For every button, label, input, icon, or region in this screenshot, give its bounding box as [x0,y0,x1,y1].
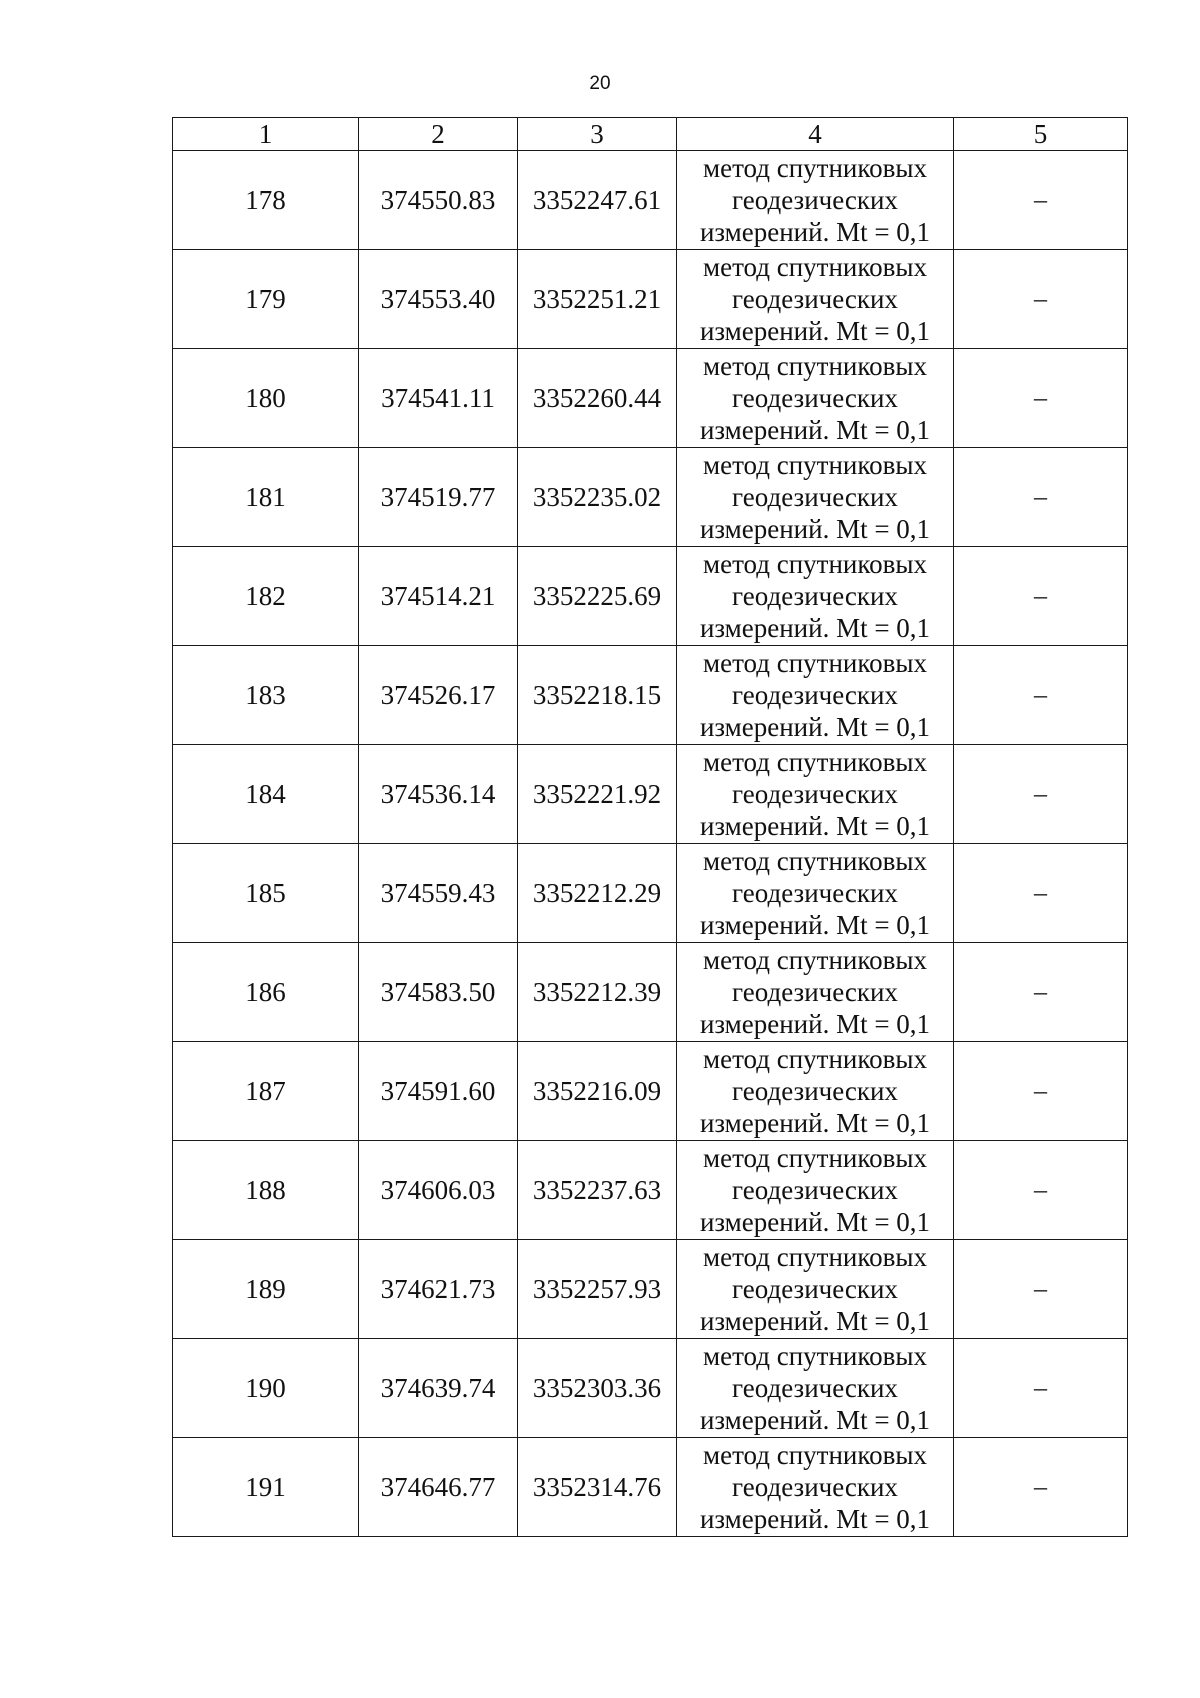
y-coordinate-cell: 3352247.61 [518,151,677,250]
x-coordinate-cell: 374639.74 [359,1339,518,1438]
x-coordinate-cell: 374536.14 [359,745,518,844]
y-coordinate-cell: 3352260.44 [518,349,677,448]
point-number-cell: 188 [173,1141,359,1240]
table-row [173,646,1128,745]
method-cell [677,745,954,844]
x-coordinate-cell: 374553.40 [359,250,518,349]
x-coordinate-cell: 374583.50 [359,943,518,1042]
y-coordinate-cell: 3352216.09 [518,1042,677,1141]
method-line: метод спутниковых [703,450,927,480]
method-line: измерений. Mt = 0,1 [699,811,931,841]
method-line: измерений. Mt = 0,1 [699,415,931,445]
column-header-5: 5 [954,118,1128,151]
column-header-2: 2 [359,118,518,151]
method-cell [677,349,954,448]
method-line: геодезических [732,1274,898,1304]
x-coordinate-cell: 374646.77 [359,1438,518,1537]
table-row [173,1339,1128,1438]
point-number-cell: 185 [173,844,359,943]
method-line: метод спутниковых [703,747,927,777]
y-coordinate-cell: 3352237.63 [518,1141,677,1240]
method-line: геодезических [732,680,898,710]
page-number: 20 [589,73,611,94]
note-cell: – [954,943,1128,1042]
x-coordinate-cell: 374550.83 [359,151,518,250]
note-cell: – [954,250,1128,349]
method-cell [677,1339,954,1438]
method-line: метод спутниковых [703,1440,927,1470]
method-cell [677,943,954,1042]
note-cell: – [954,1042,1128,1141]
point-number-cell: 190 [173,1339,359,1438]
method-line: метод спутниковых [703,1143,927,1173]
point-number-cell: 182 [173,547,359,646]
table-row [173,844,1128,943]
point-number-cell: 189 [173,1240,359,1339]
x-coordinate-cell: 374514.21 [359,547,518,646]
point-number-cell: 191 [173,1438,359,1537]
point-number-cell: 181 [173,448,359,547]
method-cell [677,1042,954,1141]
method-line: измерений. Mt = 0,1 [699,217,931,247]
table-row [173,448,1128,547]
method-line: геодезических [732,1373,898,1403]
method-cell [677,547,954,646]
table-row [173,1042,1128,1141]
method-line: метод спутниковых [703,1242,927,1272]
method-line: геодезических [732,1175,898,1205]
method-line: измерений. Mt = 0,1 [699,1306,931,1336]
note-cell: – [954,646,1128,745]
x-coordinate-cell: 374519.77 [359,448,518,547]
header-row [173,118,1128,151]
note-cell: – [954,844,1128,943]
note-cell: – [954,448,1128,547]
y-coordinate-cell: 3352212.29 [518,844,677,943]
method-line: метод спутниковых [703,846,927,876]
table-row [173,547,1128,646]
method-line: геодезических [732,779,898,809]
y-coordinate-cell: 3352314.76 [518,1438,677,1537]
coordinates-table [172,117,1128,1537]
method-cell [677,151,954,250]
point-number-cell: 186 [173,943,359,1042]
point-number-cell: 183 [173,646,359,745]
method-line: метод спутниковых [703,945,927,975]
method-cell [677,646,954,745]
method-line: метод спутниковых [703,153,927,183]
method-line: измерений. Mt = 0,1 [699,910,931,940]
table-row [173,1141,1128,1240]
column-header-1: 1 [173,118,359,151]
note-cell: – [954,1339,1128,1438]
method-cell [677,844,954,943]
x-coordinate-cell: 374559.43 [359,844,518,943]
method-line: геодезических [732,878,898,908]
table-row [173,349,1128,448]
y-coordinate-cell: 3352221.92 [518,745,677,844]
table-body [173,151,1128,1537]
table-header [173,118,1128,151]
column-header-3: 3 [518,118,677,151]
method-line: измерений. Mt = 0,1 [699,1207,931,1237]
y-coordinate-cell: 3352212.39 [518,943,677,1042]
method-cell [677,1240,954,1339]
x-coordinate-cell: 374591.60 [359,1042,518,1141]
table-row [173,250,1128,349]
table-row [173,745,1128,844]
method-line: измерений. Mt = 0,1 [699,613,931,643]
note-cell: – [954,1141,1128,1240]
y-coordinate-cell: 3352235.02 [518,448,677,547]
note-cell: – [954,349,1128,448]
x-coordinate-cell: 374606.03 [359,1141,518,1240]
method-line: измерений. Mt = 0,1 [699,316,931,346]
method-line: геодезических [732,1076,898,1106]
y-coordinate-cell: 3352251.21 [518,250,677,349]
method-line: метод спутниковых [703,252,927,282]
method-line: метод спутниковых [703,549,927,579]
method-line: геодезических [732,185,898,215]
point-number-cell: 179 [173,250,359,349]
point-number-cell: 180 [173,349,359,448]
method-line: геодезических [732,1472,898,1502]
method-line: измерений. Mt = 0,1 [699,1108,931,1138]
method-cell [677,1438,954,1537]
method-cell [677,448,954,547]
y-coordinate-cell: 3352225.69 [518,547,677,646]
method-line: геодезических [732,482,898,512]
method-line: метод спутниковых [703,1341,927,1371]
y-coordinate-cell: 3352257.93 [518,1240,677,1339]
method-line: измерений. Mt = 0,1 [699,1504,931,1534]
x-coordinate-cell: 374621.73 [359,1240,518,1339]
method-cell [677,250,954,349]
note-cell: – [954,745,1128,844]
method-line: геодезических [732,581,898,611]
method-line: измерений. Mt = 0,1 [699,514,931,544]
x-coordinate-cell: 374526.17 [359,646,518,745]
point-number-cell: 184 [173,745,359,844]
method-line: измерений. Mt = 0,1 [699,1009,931,1039]
note-cell: – [954,547,1128,646]
method-line: геодезических [732,977,898,1007]
table-row [173,943,1128,1042]
method-line: метод спутниковых [703,351,927,381]
table-row [173,1438,1128,1537]
note-cell: – [954,151,1128,250]
table-row [173,1240,1128,1339]
method-line: измерений. Mt = 0,1 [699,1405,931,1435]
method-line: метод спутниковых [703,648,927,678]
table-row [173,151,1128,250]
method-line: геодезических [732,284,898,314]
x-coordinate-cell: 374541.11 [359,349,518,448]
y-coordinate-cell: 3352303.36 [518,1339,677,1438]
column-header-4: 4 [677,118,954,151]
note-cell: – [954,1240,1128,1339]
method-line: метод спутниковых [703,1044,927,1074]
point-number-cell: 187 [173,1042,359,1141]
point-number-cell: 178 [173,151,359,250]
y-coordinate-cell: 3352218.15 [518,646,677,745]
method-line: измерений. Mt = 0,1 [699,712,931,742]
method-cell [677,1141,954,1240]
method-line: геодезических [732,383,898,413]
note-cell: – [954,1438,1128,1537]
